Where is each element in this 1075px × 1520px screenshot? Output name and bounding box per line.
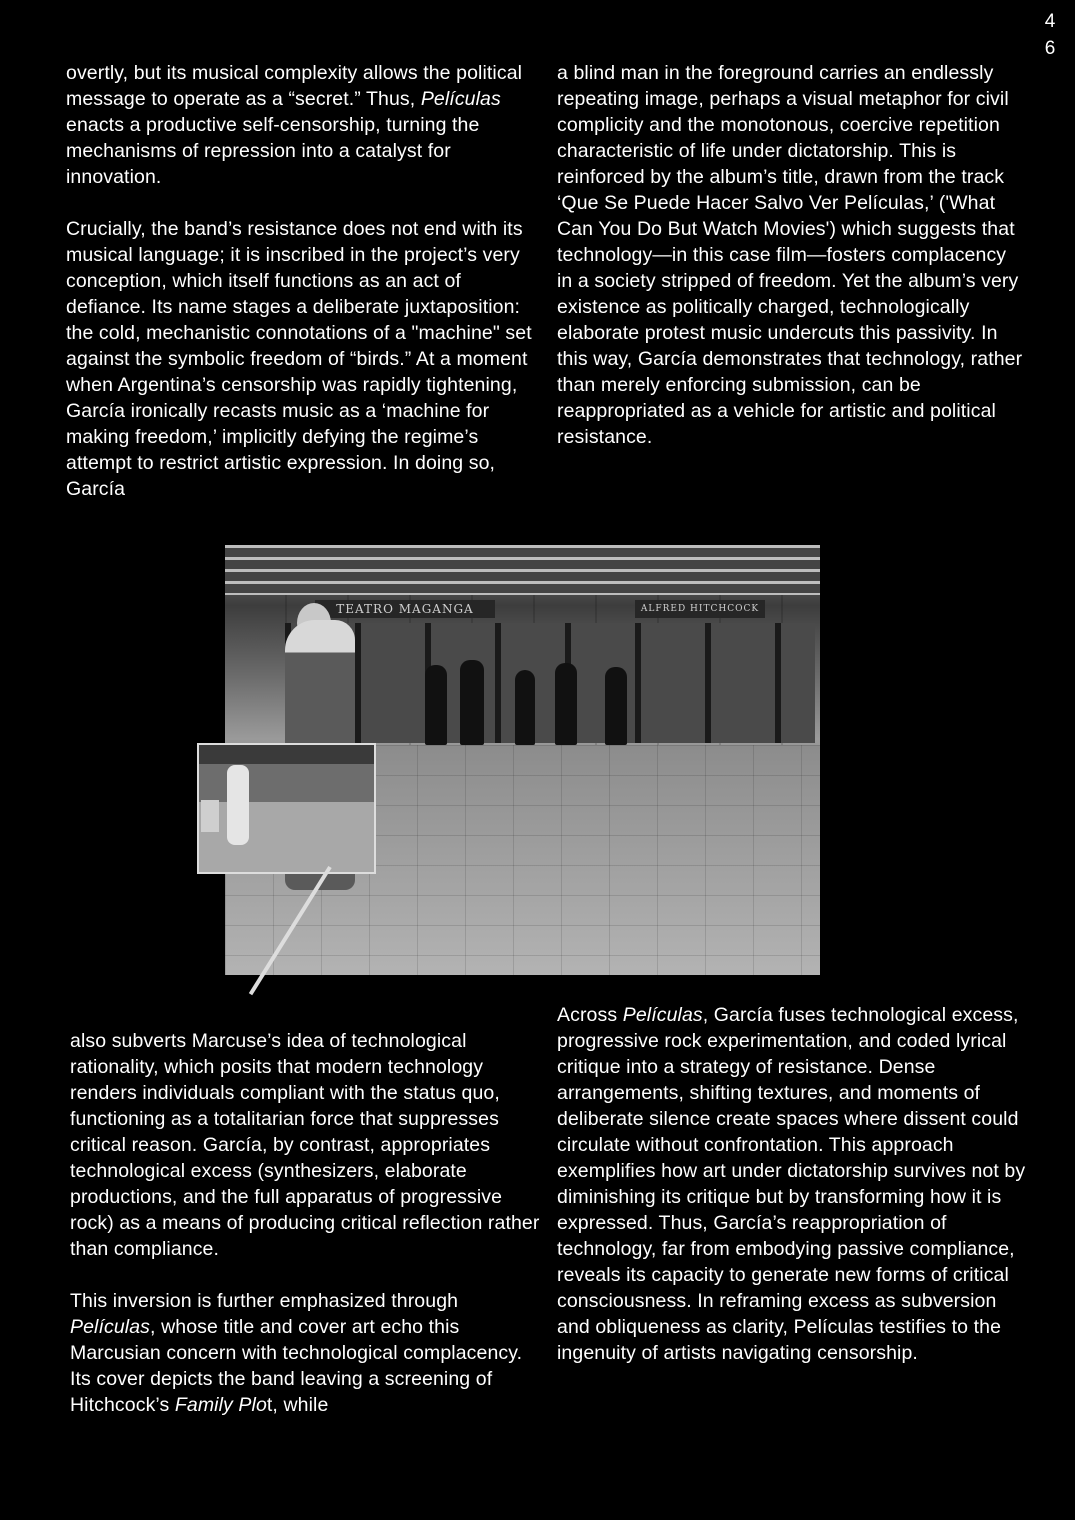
paragraph (66, 60, 536, 190)
inset-frame (201, 800, 219, 832)
text-run: enacts a productive self-censorship, turning the mechanisms of repression into a catalyst for innovation. (66, 114, 480, 188)
text-column-top-left (66, 60, 536, 502)
paragraph (557, 60, 1027, 450)
italic-text: Películas (420, 88, 501, 110)
italic-text: Películas (622, 1004, 703, 1026)
text-column-bottom-left (70, 1028, 540, 1418)
text-run: a blind man in the foreground carries an endlessly repeating image, perhaps a visual metaphor for civil complicity and the monotonous, coercive repetition characteristic of life under dictatorship. This is reinforced by the album’s title, drawn from the track ‘Que Se Puede Hacer Salvo Ver Películas,’ ('What Can You Do But Watch Movies') which suggests that technology—in this case film—fosters complacency in a society stripped of freedom. Yet the album’s very existence as politically charged, technologically elaborate protest music undercuts this passivity. In this way, García demonstrates that technology, rather than merely enforcing submission, can be reappropriated as a vehicle for artistic and political resistance. (557, 62, 1023, 448)
text-run: , whose title and cover art echo this Marcusian concern with technological complacency. Its cover depicts the band leaving a screening of Hitchcock’s (70, 1316, 523, 1416)
text-column-top-right (557, 60, 1027, 450)
text-column-bottom-right (557, 1002, 1027, 1366)
paragraph (66, 216, 536, 502)
text-run: also subverts Marcuse’s idea of technological rationality, which posits that modern technology renders individuals compliant with the status quo, functioning as a totalitarian force that suppresses critical reason. García, by contrast, appropriates technological excess (synthesizers, elaborate productions, and the full apparatus of progressive rock) as a means of producing critical reflection rather than compliance. (70, 1030, 540, 1260)
band-member-figure (460, 660, 484, 745)
page-number-digit: 6 (1044, 38, 1056, 59)
text-run: , García fuses technological excess, progressive rock experimentation, and coded lyrical critique into a strategy of resistance. Dense arrangements, shifting textures, and moments of deliberate silence create spaces where dissent could circulate without confrontation. This approach exemplifies how art under dictatorship survives not by diminishing its critique but by transforming how it is expressed. Thus, García’s reappropriation of technology, far from embodying passive compliance, reveals its capacity to generate new forms of critical consciousness. In reframing excess as subversion and obliqueness as clarity, Películas testifies to the ingenuity of artists navigating censorship. (557, 1004, 1026, 1364)
paragraph (557, 1002, 1027, 1366)
paragraph (70, 1028, 540, 1262)
text-run: t, while (266, 1394, 329, 1416)
text-run: Across (557, 1004, 623, 1026)
band-member-figure (555, 663, 577, 745)
band-member-figure (425, 665, 447, 745)
text-run: overtly, but its musical complexity allows the political message to operate as a “secret.” Thus, (66, 62, 523, 110)
repeating-inset-photo (197, 743, 376, 874)
text-run: This inversion is further emphasized through (70, 1290, 459, 1312)
page-number (1040, 8, 1060, 62)
italic-text: Family Plo (174, 1394, 267, 1416)
album-cover-photo-collage (175, 545, 825, 1015)
ceiling-lights (225, 545, 820, 595)
page-number-digit: 4 (1044, 11, 1056, 32)
cinema-sign-right: ALFRED HITCHCOCK (635, 600, 765, 618)
cinema-sign-left: TEATRO MAGANGA (315, 600, 495, 618)
band-member-figure (515, 670, 535, 745)
inset-figure (227, 765, 249, 845)
italic-text: Películas (70, 1316, 151, 1338)
paragraph (70, 1288, 540, 1418)
cinema-doors (285, 623, 815, 743)
band-member-figure (605, 667, 627, 745)
text-run: Crucially, the band’s resistance does not end with its musical language; it is inscribed in the project’s very conception, which itself functions as an act of defiance. Its name stages a deliberate juxtaposition: the cold, mechanistic connotations of a "machine" set against the symbolic freedom of “birds.” At a moment when Argentina’s censorship was rapidly tightening, García ironically recasts music as a ‘machine for making freedom,’ implicitly defying the regime’s attempt to restrict artistic expression. In doing so, García (66, 218, 532, 500)
